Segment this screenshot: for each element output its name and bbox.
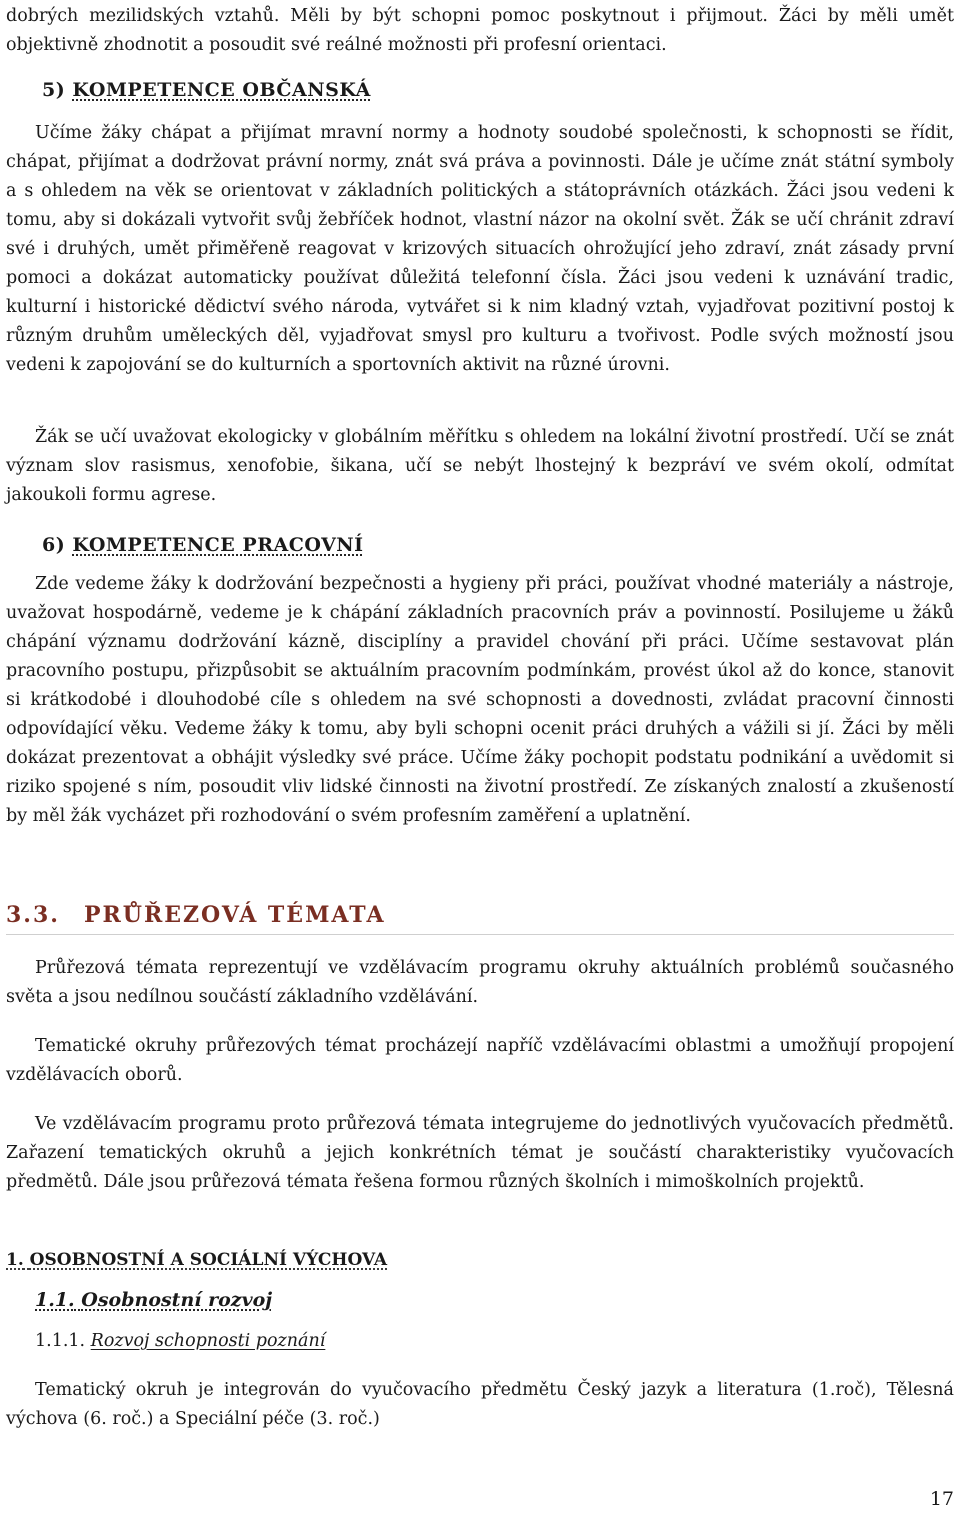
page-number: 17 — [929, 1488, 954, 1510]
subheading-osobnostni-a-socialni-vychova — [6, 1247, 954, 1273]
pracovni-paragraph: Zde vedeme žáky k dodržování bezpečnosti a hygieny při práci, používat vhodné materiály a nástroje, uvažovat hospodárně, vedeme je k chápání základních pracovních práv a povinností. Posilujeme u žáků chápání významu dodržování kázně, disciplíny a pravidel chování při práci. Učíme sestavovat plán pracovního postupu, přizpůsobit se aktuálním pracovním podmínkám, provést úkol až do konce, stanovit si krátkodobé i dlouhodobé cíle s ohledem na své schopnosti a dovednosti, zvládat pracovní činnosti odpovídající věku. Vedeme žáky k tomu, aby byli schopni ocenit práci druhých a vážili si jí. Žáci by měli dokázat prezentovat a obhájit výsledky své práce. Učíme žáky pochopit podstatu podnikání a uvědomit si riziko spojené s ním, posoudit vliv lidské činnosti na životní prostředí. Ze získaných znalostí a zkušeností by měl žák vycházet při rozhodování o svém profesním zaměření a uplatnění. — [6, 574, 954, 826]
subheading-title: Osobnostní rozvoj — [81, 1289, 273, 1311]
subheading-rozvoj-schopnosti-poznani — [35, 1327, 935, 1355]
obcanska-paragraph-2: Žák se učí uvažovat ekologicky v globálním měřítku s ohledem na lokální životní prostředí. Učí se znát význam slov rasismus, xenofobie, šikana, učí se nebýt lhostejný k bezpráví ve svém okolí, odmítat jakoukoli formu agrese. — [6, 427, 954, 505]
subheading-osobnostni-rozvoj — [35, 1286, 935, 1314]
heading-kompetence-obcanska — [42, 76, 942, 104]
subheading-number: 1.1.1. — [35, 1331, 86, 1351]
heading-number: 5) — [42, 79, 66, 101]
subheading-number: 1.1. — [35, 1289, 75, 1311]
heading-title: KOMPETENCE PRACOVNÍ — [72, 534, 364, 556]
heading-number: 6) — [42, 534, 66, 556]
prurezova-paragraph-2: Tematické okruhy průřezových témat procházejí napříč vzdělávacími oblastmi a umožňují propojení vzdělávacích oborů. — [6, 1036, 954, 1085]
subheading-number: 1. — [6, 1250, 24, 1270]
obcanska-paragraph-1: Učíme žáky chápat a přijímat mravní normy a hodnoty soudobé společnosti, k schopnosti se řídit, chápat, přijímat a dodržovat právní normy, znát svá práva a povinnosti. Dále je učíme znát státní symboly a s ohledem na věk se orientovat v základních politických a státoprávních otázkách. Žáci jsou vedeni k tomu, aby si dokázali vytvořit svůj žebříček hodnot, vlastní názor na okolní svět. Žák se učí chránit zdraví své i druhých, umět přiměřeně reagovat v krizových situacích ohrožující jeho zdraví, znát zásady první pomoci a dokázat automaticky používat důležitá telefonní čísla. Žáci jsou vedeni k uznávání tradic, kulturní i historické dědictví svého národa, vytvářet si k nim kladný vztah, vyjadřovat pozitivní postoj k různým druhům uměleckých děl, vyjadřovat smysl pro kulturu a tvořivost. Podle svých možností jsou vedeni k zapojování se do kulturních a sportovních aktivit na různé úrovni. — [6, 123, 954, 375]
subheading-title: OSOBNOSTNÍ A SOCIÁLNÍ VÝCHOVA — [29, 1250, 388, 1270]
heading-kompetence-pracovni — [42, 531, 942, 559]
prurezova-paragraph-3: Ve vzdělávacím programu proto průřezová témata integrujeme do jednotlivých vyučovacích předmětů. Zařazení tematických okruhů a jejich konkrétních témat je součástí charakteristiky vyučovacích předmětů. Dále jsou průřezová témata řešena formou různých školních i mimoškolních projektů. — [6, 1114, 954, 1192]
section-title: PRŮŘEZOVÁ TÉMATA — [83, 902, 386, 928]
heading-title: KOMPETENCE OBČANSKÁ — [72, 79, 371, 101]
section-heading-prurezova-temata — [6, 900, 954, 935]
intro-paragraph: dobrých mezilidských vztahů. Měli by být schopni pomoc poskytnout i přijmout. Žáci by měli umět objektivně zhodnotit a posoudit své reálné možnosti při profesní orientaci. — [6, 6, 954, 55]
prurezova-paragraph-1: Průřezová témata reprezentují ve vzdělávacím programu okruhy aktuálních problémů současného světa a jsou nedílnou součástí základního vzdělávání. — [6, 958, 954, 1007]
okruh-paragraph: Tematický okruh je integrován do vyučovacího předmětu Český jazyk a literatura (1.roč), Tělesná výchova (6. roč.) a Speciální péče (3. roč.) — [6, 1380, 954, 1429]
section-number: 3.3. — [6, 902, 60, 928]
subheading-title: Rozvoj schopnosti poznání — [90, 1331, 326, 1351]
